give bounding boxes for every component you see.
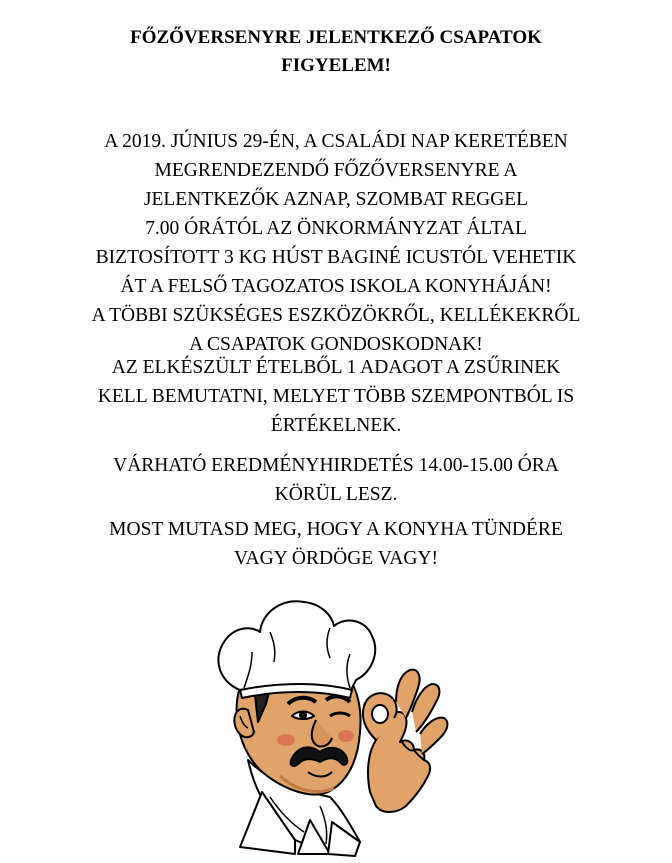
paragraph-schedule [0, 127, 672, 359]
text-line: MOST MUTASD MEG, HOGY A KONYHA TÜNDÉRE [109, 519, 563, 540]
text-line: ÁT A FELSŐ TAGOZATOS ISKOLA KONYHÁJÁN! [120, 276, 552, 297]
title-line-1: FŐZŐVERSENYRE JELENTKEZŐ CSAPATOK [130, 27, 542, 48]
text-line: 7.00 ÓRÁTÓL AZ ÖNKORMÁNYZAT ÁLTAL [145, 218, 527, 239]
paragraph-closing [0, 515, 672, 573]
chef-ok-gesture-icon [200, 592, 455, 857]
text-line: A TÖBBI SZÜKSÉGES ESZKÖZÖKRŐL, KELLÉKEKRŐL [91, 305, 581, 326]
text-line: MEGRENDEZENDŐ FŐZŐVERSENYRE A [154, 160, 518, 181]
chef-hand [363, 670, 448, 812]
notice-title [0, 24, 672, 80]
text-line: KELL BEMUTATNI, MELYET TÖBB SZEMPONTBÓL IS [97, 386, 575, 407]
chef-hat [218, 601, 375, 698]
text-line: VÁRHATÓ EREDMÉNYHIRDETÉS 14.00-15.00 ÓRA [113, 455, 559, 476]
paragraph-results [0, 451, 672, 509]
text-line: ÉRTÉKELNEK. [270, 415, 402, 436]
text-line: A CSAPATOK GONDOSKODNAK! [189, 334, 483, 355]
text-line: VAGY ÖRDÖGE VAGY! [233, 548, 439, 569]
text-line: A 2019. JÚNIUS 29-ÉN, A CSALÁDI NAP KERETÉBEN [104, 131, 568, 152]
text-line: BIZTOSÍTOTT 3 KG HÚST BAGINÉ ICUSTÓL VEHETIK [95, 247, 577, 268]
title-line-2: FIGYELEM! [281, 55, 391, 76]
text-line: JELENTKEZŐK AZNAP, SZOMBAT REGGEL [143, 189, 529, 210]
paragraph-jury [0, 353, 672, 440]
text-line: AZ ELKÉSZÜLT ÉTELBŐL 1 ADAGOT A ZSŰRINEK [111, 357, 561, 378]
text-line: KÖRÜL LESZ. [274, 484, 398, 505]
